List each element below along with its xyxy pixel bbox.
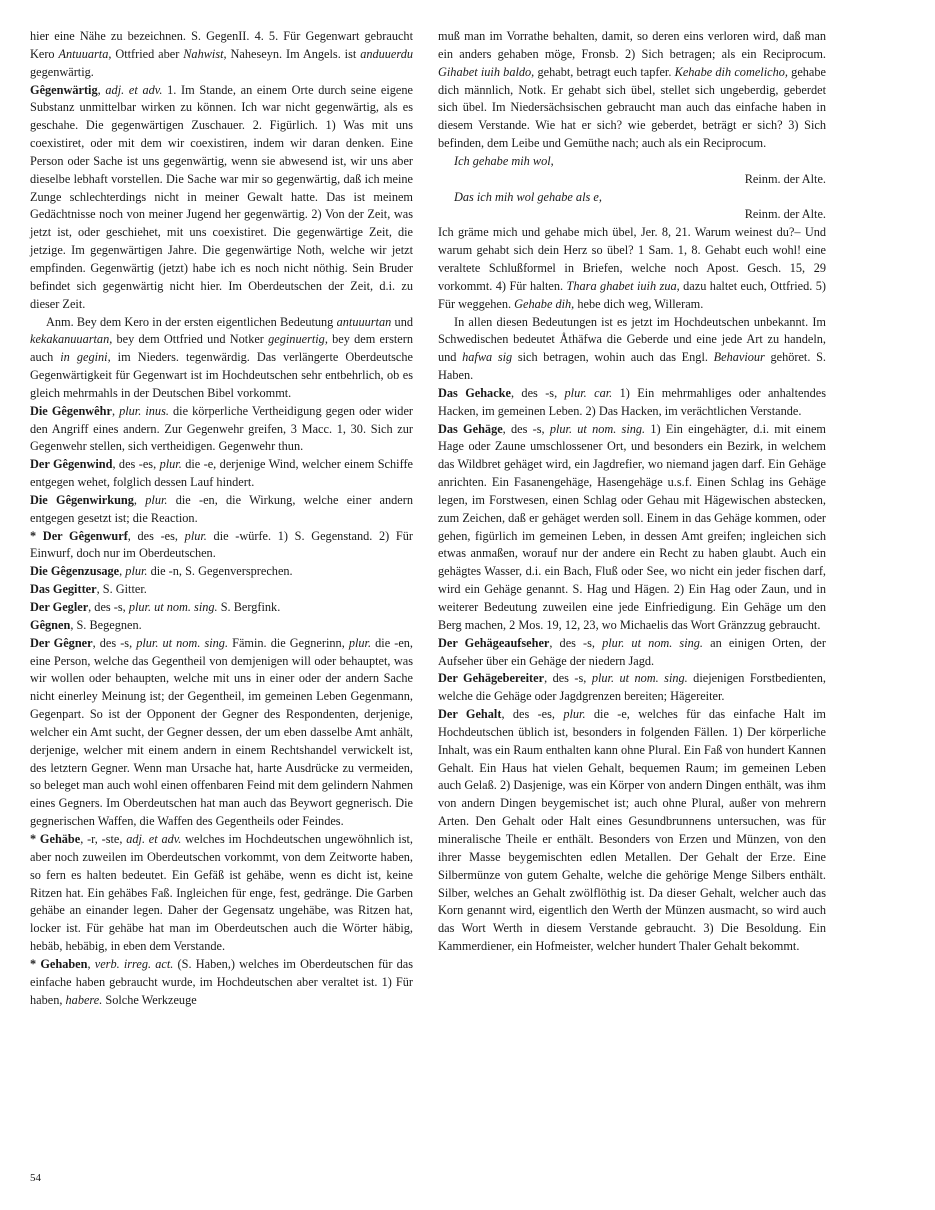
right-column-entry: Der Gehägeaufseher, des -s, plur. ut nom. sing. an einigen Orten, der Aufseher über ein Gehäge der niedern Jagd. <box>438 635 826 668</box>
right-column-entry: muß man im Vorrathe behalten, damit, so deren eins verloren wird, daß man ein anders gehaben möge, Fronsb. 2) Sich betragen; als ein Reciprocum. Gihabet iuih baldo, gehabt, betragt euch tapfer. Kehabe dih comelicho, gehabe dich männlich, Notk. Er gehabt sich übel, stellet sich ungeberdig, geberdet sich übel. Im Niedersächsischen gebraucht man auch das einfache haben in diesem Verstande. Wie hat er sich? wie geberdet, beträgt er sich? 3) Sich befinden, dem Leibe und Gemüthe nach; auch als ein Reciprocum. <box>438 29 826 151</box>
left-column-entry: * Gehäbe, -r, -ste, adj. et adv. welches im Hochdeutschen ungewöhnlich ist, aber noch zuweilen im Oberdeutschen vorkommt, von dem Zeitworte haben, so fern es halten bedeutet. Ein Gefäß ist gehäbe, wenn es dicht ist, keine Ritzen hat. Ein gehäbes Faß. Ingleichen für enge, fest, gedränge. Die Garben gehäbe an einander legen. Daher der Gegensatz ungehäbe, was Ritzen hat, locker ist. Für gehäbe hat man im Oberdeutschen auch die Wörter häbig, hebäb, hebäbig, in eben dem Verstande. <box>30 831 413 954</box>
right-column-entry: Das ich mih wol gehabe als e, <box>454 189 602 204</box>
left-column-entry: Gêgenwärtig, adj. et adv. 1. Im Stande, an einem Orte durch seine eigene Substanz unmittelbar wirken zu können. Ich war nicht gegenwärtig, als es geschahe. Die gegenwärtigen Zuschauer. 2. Figürlich. 1) Was mit uns coexistiret, oder mit dem wir coexistiren, indem wir daran denken. Eine Person oder Sache ist uns gegenwärtig, wenn sie abwesend ist, wir uns aber dieselbe lebhaft vorstellen. Die Sache war mir so gegenwärtig, daß ich meine Zunge schlechterdings nicht in meiner Gewalt hatte. Das ist meinem Gedächtnisse noch von meiner Jugend her gegenwärtig. 2) Von der Zeit, was jetzt ist, oder geschiehet, mit uns coexistiret. Die gegenwärtige Zeit, die jetzige. Im gegenwärtigen Jahre. Die gegenwärtige Noth, welche wir jetzt empfinden. Gegenwärtig (jetzt) habe ich es noch nicht nöthig. Sein Bruder befindet sich gegenwärtig nicht hier. Im Oberdeutschen der Zeit, d.i. zu dieser Zeit. <box>30 82 413 311</box>
right-column <box>438 28 826 956</box>
left-column-entry: hier eine Nähe zu bezeichnen. S. GegenII. 4. 5. Für Gegenwart gebraucht Kero Antuuarta, Ottfried aber Nahwist, Naheseyn. Im Angels. ist anduuerdu gegenwärtig. <box>30 29 414 79</box>
left-column <box>30 28 413 1009</box>
right-column-entry: Der Gehägebereiter, des -s, plur. ut nom. sing. diejenigen Forstbedienten, welche die Gehäge oder Jagdgrenzen bereiten; Hägereiter. <box>438 671 826 704</box>
left-column-entry: Gêgnen, S. Begegnen. <box>30 617 142 632</box>
left-column-entry: Die Gêgenwêhr, plur. inus. die körperliche Vertheidigung gegen oder wider den Angriff eines andern. Zur Gegenwehr greifen, 3 Macc. 1, 30. Sich zur Gegenwehr stellen, sich vertheidigen. Gegenwehr thun. <box>30 403 413 454</box>
page-number: 54 <box>30 1172 41 1184</box>
left-column-entry: * Gehaben, verb. irreg. act. (S. Haben,) welches im Oberdeutschen für das einfache haben gebraucht wurde, im Hochdeutschen aber veraltet ist. 1) Für haben, habere. Solche Werkzeuge <box>30 956 413 1007</box>
left-column-entry: Das Gegitter, S. Gitter. <box>30 582 147 597</box>
right-column-entry: Der Gehalt, des -es, plur. die -e, welches für das einfache Halt im Hochdeutschen üblich ist, besonders in folgenden Fällen. 1) Der körperliche Inhalt, was ein Raum enthalten kann ohne Plural. Ein Faß von hundert Kannen Gehalt. Ein Haus hat vielen Gehalt, bequemen Raum; im gemeinen Leben auch Gelaß. 2) Dasjenige, was ein Körper von andern Dingen enthält, was ihm von andern Dingen beygemischet ist; auch ohne Plural, außer von mehrern Arten. Den Gehalt oder Halt eines Gesundbrunnens untersuchen, was für mineralische Theile er enthält. Besonders von Erzen und Münzen, von den ihrer Masse beygemischten edlen Metallen. Der Gehalt der Erze. Eine Silbermünze von gutem Gehalte, welche die gehörige Menge Silbers enthält. Silber, welches an Gehalt zwölflöthig ist. Da dieser Gehalt, welcher auch das Korn genannt wird, eigentlich den Werth der Münzen ausmacht, so wird auch das Wort Werth in diesem Verstande gebraucht. 3) Die Besoldung. Ein Kammerdiener, ein Hofmeister, welcher hundert Thaler Gehalt bekommt. <box>438 707 827 954</box>
right-column-entry: Ich gehabe mih wol, <box>454 153 554 168</box>
left-column-entry: Der Gêgner, des -s, plur. ut nom. sing. Fämin. die Gegnerinn, plur. die -en, eine Person, welche das Gegentheil von demjenigen will oder behauptet, was wir wollen oder behaupten, welche mit uns in einer oder der andern Sache nicht einerley Meinung ist; der Gegentheil, im gemeinen Leben Gegenmann, Gegenpart. So ist der Opponent der Gegner des Respondenten, derjenige, welcher ein Amt sucht, der Gegner dessen, der um eben dasselbe Amt anhält, derjenige, welcher mit einem andern in einem Rechtshandel verwickelt ist, des letztern Gegner. Wenn man Ursache hat, harte Ausdrücke zu vermeiden, so beleget man auch wohl einen offenbaren Feind mit dem gelindern Nahmen eines Gegners. Im Oberdeutschen hat man auch das Beywort gegnerisch. Die gegnerischen Waffen, die Waffen des Gegentheils oder Feindes. <box>30 635 414 829</box>
right-column-entry: In allen diesen Bedeutungen ist es jetzt im Hochdeutschen unbekannt. Im Schwedischen bedeutet Åthäfwa die Geberde und eine jede Art zu handeln, und hafwa sig sich betragen, wohin auch das Engl. Behaviour gehöret. S. Haben. <box>438 314 826 383</box>
left-column-entry: Die Gêgenzusage, plur. die -n, S. Gegenversprechen. <box>30 564 293 579</box>
right-column-entry: Ich gräme mich und gehabe mich übel, Jer. 8, 21. Warum weinest du?– Und warum gehabt sich dein Herz so übel? 1 Sam. 1, 8. Gehabt euch wohl! eine veraltete Schlußformel in Briefen, welche noch Apost. Gesch. 15, 29 vorkommt. 4) Für halten. Thara ghabet iuih zua, dazu haltet euch, Ottfried. 5) Für weggehen. Gehabe dih, hebe dich weg, Willeram. <box>438 225 826 311</box>
left-column-entry: Anm. Bey dem Kero in der ersten eigentlichen Bedeutung antuuurtan und kekakanuuartan, bey dem Ottfried und Notker geginuertig, bey dem erstern auch in gegini, im Nieders. tegenwärdig. Das verlängerte Oberdeutsche Gegenwärtigkeit für Gegenwart ist im Hochdeutschen sehr entbehrlich, ob es gleich mehrmahls in der Deutschen Bibel vorkommt. <box>30 314 414 400</box>
right-column-entry: Das Gehacke, des -s, plur. car. 1) Ein mehrmahliges oder anhaltendes Hacken, im gemeinen Leben. 2) Das Hacken, im verächtlichen Verstande. <box>438 385 827 418</box>
left-column-entry: Die Gêgenwirkung, plur. die -en, die Wirkung, welche einer andern entgegen gesetzt ist; die Reaction. <box>30 492 414 525</box>
right-column-entry: Reinm. der Alte. <box>744 207 826 222</box>
left-column-entry: * Der Gêgenwurf, des -es, plur. die -würfe. 1) S. Gegenstand. 2) Für Einwurf, doch nur im Oberdeutschen. <box>30 528 413 561</box>
right-column-entry: Reinm. der Alte. <box>744 171 826 186</box>
right-column-entry: Das Gehäge, des -s, plur. ut nom. sing. 1) Ein eingehägter, d.i. mit einem Hage oder Zaune umschlossener Ort, und besonders ein Bezirk, in welchem das Wildbret gehäget wird, ein Jagdrefier, wo niemand jagen darf. Ein Gehäge anrichten. Ein Fasanengehäge, Hasengehäge u.s.f. Einen Schlag ins Gehäge legen, im Forstwesen, einen Schlag oder Gehau mit Hägewischen abstecken, zum Zeichen, daß er gehäget werden soll. Einem in das Gehäge kommen, oder gehen, figürlich im gemeinen Leben, in dessen Amt greifen; ingleichen sich etwas anmaßen, worauf nur der andere ein Recht zu haben glaubt. Auch ein gehägtes Wasser, d.i. ein Bach, Fluß oder See, wo nicht ein jeder fischen darf, wird ein Gehäge genannt. S. Hag und Hägen. 2) Ein Hag oder Zaun, und in weiterer Bedeutung zuweilen eine jede Einfriedigung. Ein Gehäge um den Berg machen, 2 Mos. 19, 12, 23, wo Michaelis das Wort Gränzzug gebraucht. <box>438 421 826 632</box>
left-column-entry: Der Gêgenwind, des -es, plur. die -e, derjenige Wind, welcher einem Schiffe entgegen wehet, folglich dessen Lauf hindert. <box>30 457 414 490</box>
left-column-entry: Der Gegler, des -s, plur. ut nom. sing. S. Bergfink. <box>30 600 281 614</box>
